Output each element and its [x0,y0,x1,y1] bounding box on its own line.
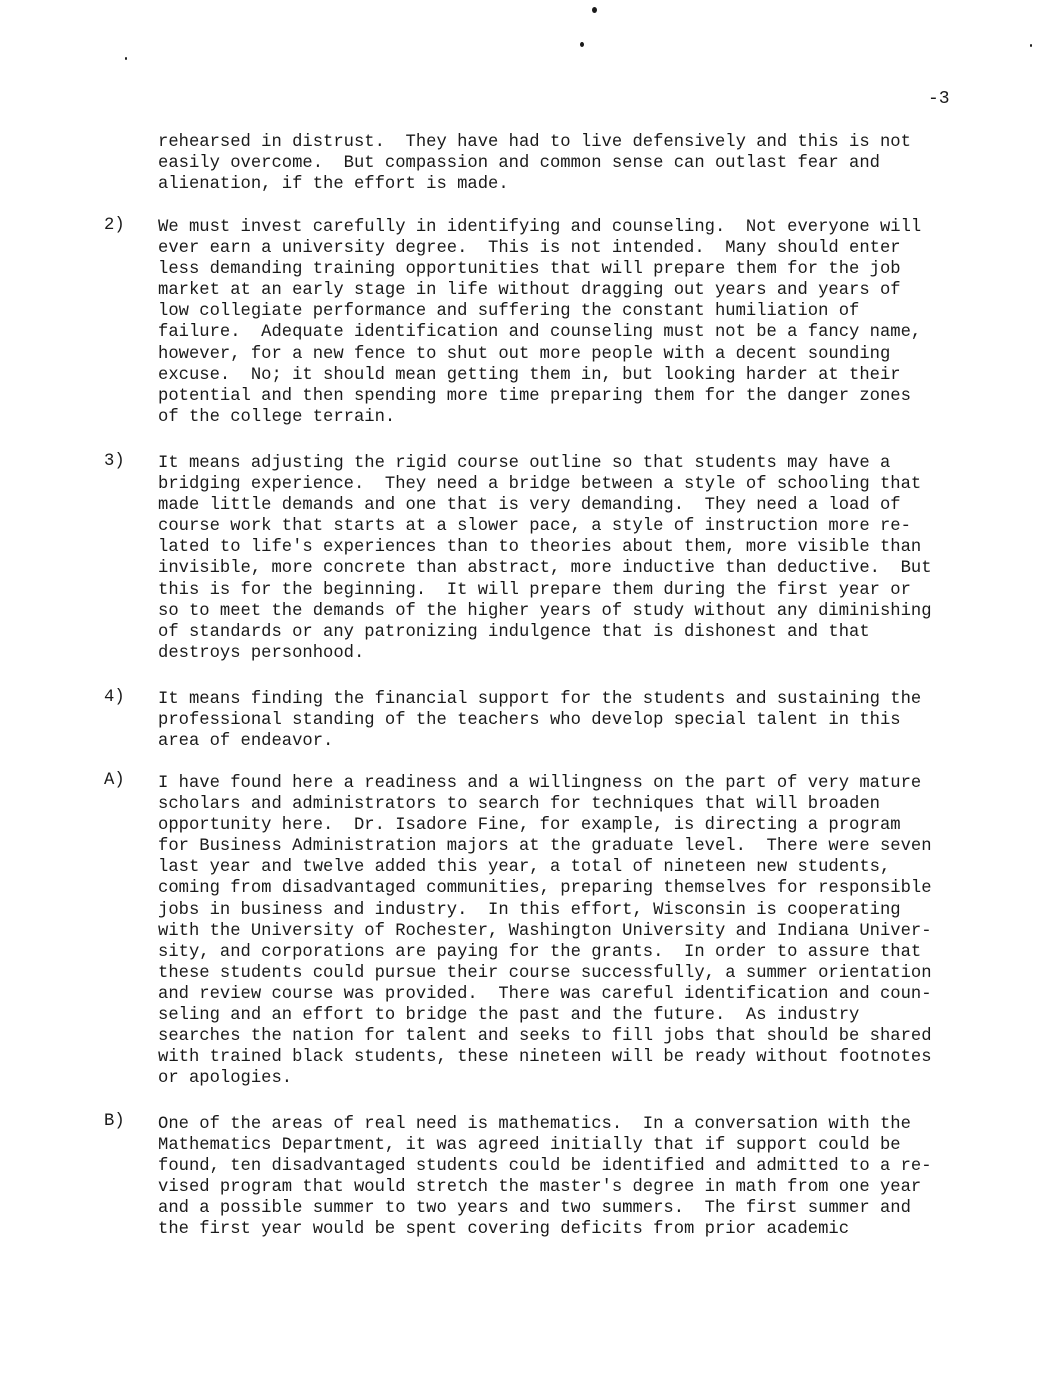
text-line: with the University of Rochester, Washington University and Indiana Univer- [158,921,932,941]
list-item-paragraph [158,217,953,428]
text-line: scholars and administrators to search for techniques that will broaden [158,795,880,815]
text-line: opportunity here. Dr. Isadore Fine, for example, is directing a program [158,816,901,836]
text-line: coming from disadvantaged communities, preparing themselves for responsible [158,879,932,899]
text-line: last year and twelve added this year, a total of nineteen new students, [158,858,891,878]
text-line: professional standing of the teachers who develop special talent in this [158,711,901,731]
text-line: bridging experience. They need a bridge between a style of schooling that [158,475,922,495]
text-line: the first year would be spent covering deficits from prior academic [158,1220,850,1240]
list-item-paragraph [158,773,953,1089]
text-line: so to meet the demands of the higher years of study without any diminishing [158,601,932,621]
text-line: lated to life's experiences than to theories about them, more visible than [158,538,922,558]
text-line: of the college terrain. [158,407,396,427]
text-line: low collegiate performance and suffering the constant humiliation of [158,302,860,322]
text-line: market at an early stage in life without dragging out years and years of [158,281,901,301]
text-line: and review course was provided. There was careful identification and coun- [158,984,932,1004]
text-line: destroys personhood. [158,643,365,663]
text-line: however, for a new fence to shut out more people with a decent sounding [158,344,891,364]
intro-paragraph [158,132,953,195]
text-line: ever earn a university degree. This is not intended. Many should enter [158,239,901,259]
text-line: area of endeavor. [158,732,334,752]
page-number: -3 [928,89,950,109]
list-item-paragraph [158,1114,953,1241]
text-line: and a possible summer to two years and two summers. The first summer and [158,1199,911,1219]
text-line: I have found here a readiness and a willingness on the part of very mature [158,774,922,793]
text-line: with trained black students, these nineteen will be ready without footnotes [158,1048,932,1068]
list-marker: 2) [104,216,125,235]
text-line: searches the nation for talent and seeks to fill jobs that should be shared [158,1027,932,1047]
text-line: for Business Administration majors at the graduate level. There were seven [158,837,932,857]
text-line: easily overcome. But compassion and common sense can outlast fear and [158,154,880,174]
text-line: seling and an effort to bridge the past and the future. As industry [158,1006,860,1026]
text-line: sity, and corporations are paying for the grants. In order to assure that [158,942,922,962]
scan-speck [580,42,584,47]
text-line: jobs in business and industry. In this effort, Wisconsin is cooperating [158,900,901,920]
list-marker: A) [104,771,125,790]
text-line: potential and then spending more time preparing them for the danger zones [158,386,911,406]
text-line: alienation, if the effort is made. [158,175,509,195]
list-marker: 4) [104,688,125,707]
text-line: of standards or any patronizing indulgence that is dishonest and that [158,622,870,642]
text-line: One of the areas of real need is mathematics. In a conversation with the [158,1115,911,1134]
text-line: vised program that would stretch the master's degree in math from one year [158,1178,922,1198]
text-line: this is for the beginning. It will prepare them during the first year or [158,580,911,600]
list-marker: B) [104,1112,125,1131]
text-line: Mathematics Department, it was agreed initially that if support could be [158,1136,901,1156]
text-line: made little demands and one that is very demanding. They need a load of [158,496,901,516]
text-line: found, ten disadvantaged students could be identified and admitted to a re- [158,1157,932,1177]
scan-speck [125,57,127,60]
text-line: excuse. No; it should mean getting them in, but looking harder at their [158,365,901,385]
text-line: course work that starts at a slower pace, a style of instruction more re- [158,517,911,537]
text-line: these students could pursue their course successfully, a summer orientation [158,963,932,983]
text-line: or apologies. [158,1069,293,1089]
scan-speck [592,7,597,13]
text-line: rehearsed in distrust. They have had to live defensively and this is not [158,133,911,152]
list-item-paragraph [158,689,953,752]
text-line: It means adjusting the rigid course outline so that students may have a [158,454,891,473]
text-line: We must invest carefully in identifying and counseling. Not everyone will [158,218,922,237]
text-line: invisible, more concrete than abstract, more inductive than deductive. But [158,559,932,579]
list-item-paragraph [158,453,953,664]
scan-speck [1030,44,1032,47]
text-line: It means finding the financial support for the students and sustaining the [158,690,922,709]
text-line: less demanding training opportunities that will prepare them for the job [158,260,901,280]
list-marker: 3) [104,452,125,471]
text-line: failure. Adequate identification and counseling must not be a fancy name, [158,323,922,343]
